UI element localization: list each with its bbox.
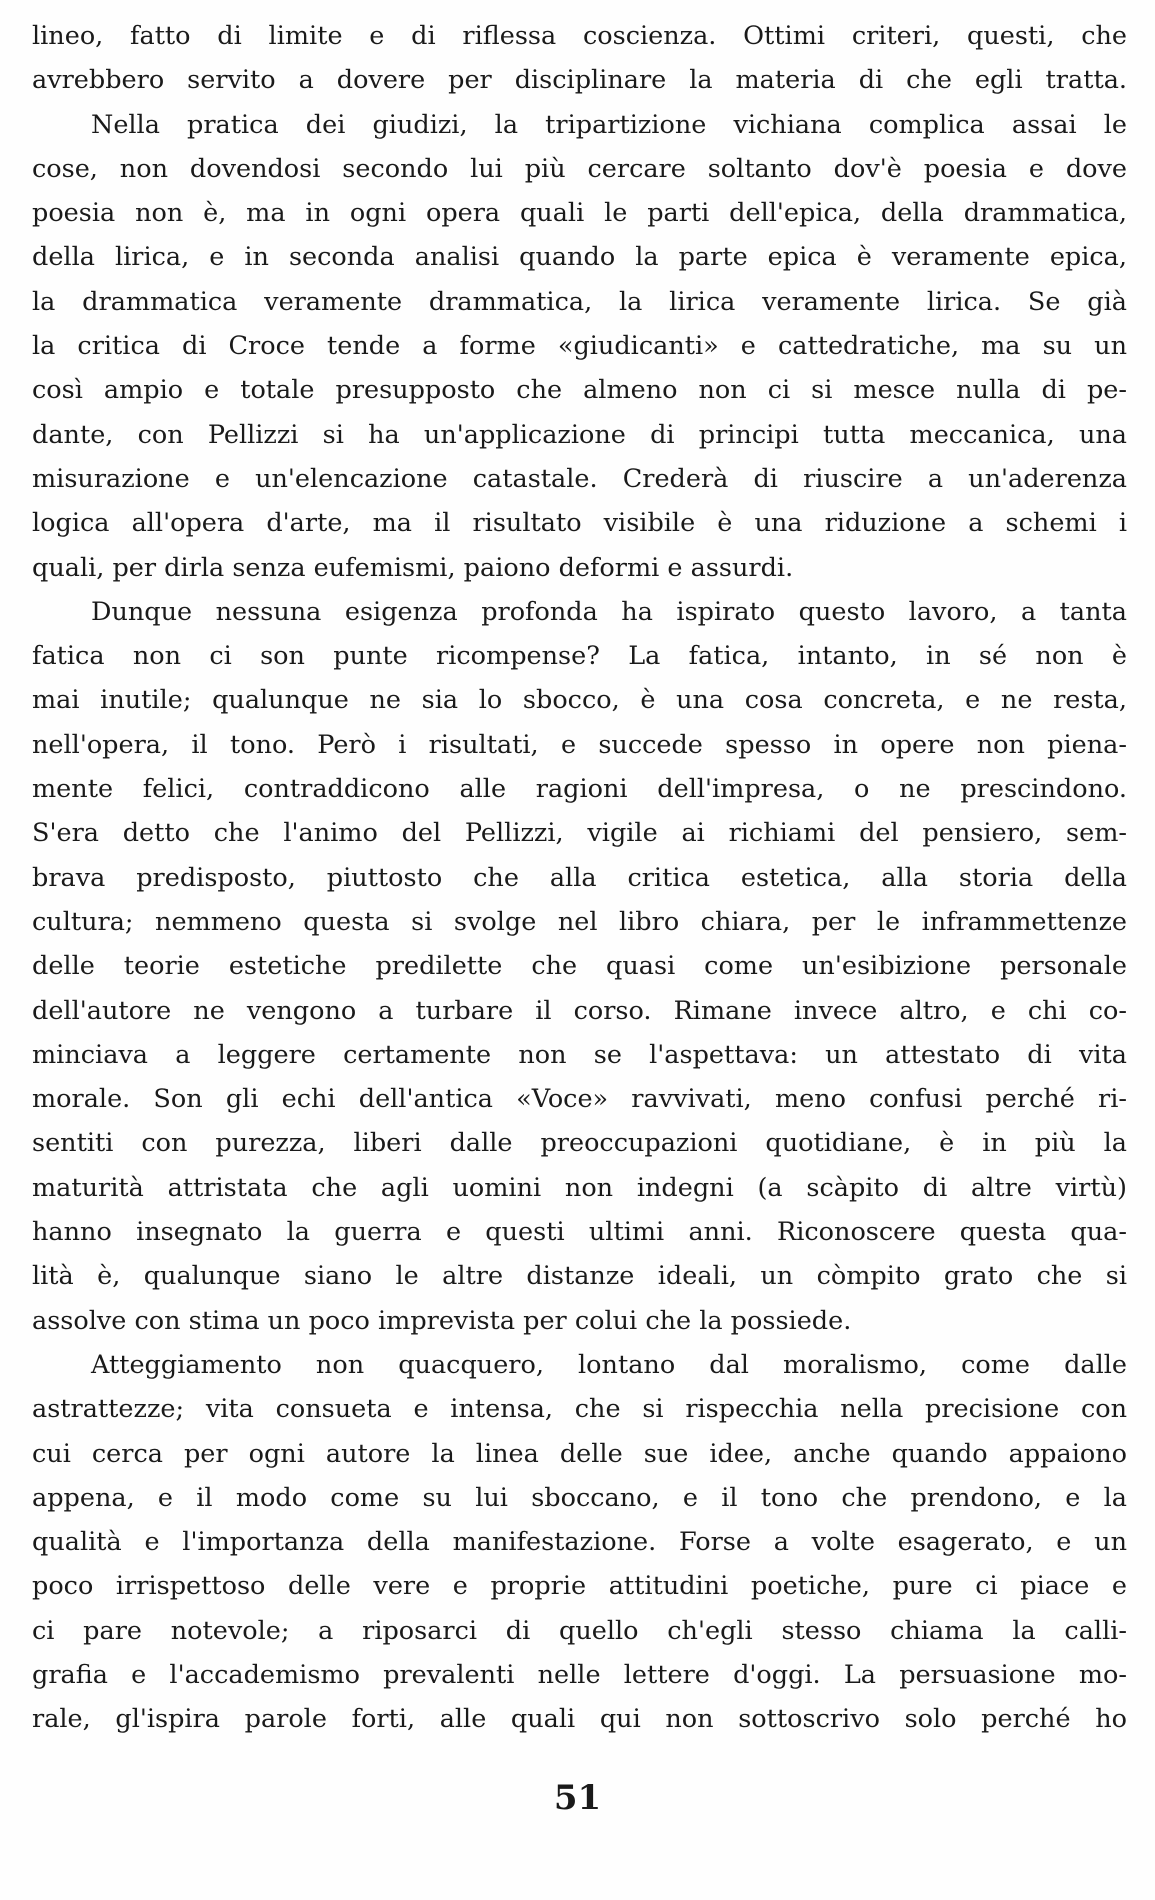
text-line: logica all'opera d'arte, ma il risultato visibile è una riduzione a schemi i	[32, 508, 1127, 539]
text-line: cose, non dovendosi secondo lui più cercare soltanto dov'è poesia e dove	[32, 153, 1127, 184]
text-line: morale. Son gli echi dell'antica «Voce» ravvivati, meno confusi perché ri-	[32, 1084, 1127, 1115]
paragraph-end-line: assolve con stima un poco imprevista per colui che la possiede.	[32, 1305, 852, 1336]
text-line: poco irrispettoso delle vere e proprie attitudini poetiche, pure ci piace e	[32, 1571, 1127, 1602]
text-line: brava predisposto, piuttosto che alla critica estetica, alla storia della	[32, 862, 1127, 893]
paragraph-start-line: Atteggiamento non quacquero, lontano dal moralismo, come dalle	[91, 1349, 1127, 1380]
text-line: ci pare notevole; a riposarci di quello ch'egli stesso chiama la calli-	[32, 1615, 1127, 1646]
text-line: fatica non ci son punte ricompense? La fatica, intanto, in sé non è	[32, 641, 1127, 672]
text-line: lineo, fatto di limite e di riflessa coscienza. Ottimi criteri, questi, che	[32, 21, 1127, 51]
text-line: poesia non è, ma in ogni opera quali le parti dell'epica, della drammatica,	[32, 198, 1127, 229]
text-line: astrattezze; vita consueta e intensa, che si rispecchia nella precisione con	[32, 1394, 1127, 1425]
paragraph-end-line: quali, per dirla senza eufemismi, paiono deformi e assurdi.	[32, 552, 794, 583]
text-line: sentiti con purezza, liberi dalle preoccupazioni quotidiane, è in più la	[32, 1128, 1127, 1159]
text-line: qualità e l'importanza della manifestazione. Forse a volte esagerato, e un	[32, 1527, 1127, 1558]
text-line: grafia e l'accademismo prevalenti nelle lettere d'oggi. La persuasione mo-	[32, 1659, 1127, 1690]
page-number: 51	[553, 1778, 602, 1818]
text-line: avrebbero servito a dovere per disciplinare la materia di che egli tratta.	[32, 65, 1127, 96]
text-line: dell'autore ne vengono a turbare il corso. Rimane invece altro, e chi co-	[32, 995, 1127, 1026]
body-text	[32, 14, 1127, 1742]
text-line: minciava a leggere certamente non se l'aspettava: un attestato di vita	[32, 1039, 1127, 1070]
text-line: lità è, qualunque siano le altre distanze ideali, un còmpito grato che si	[32, 1261, 1127, 1292]
text-line: la drammatica veramente drammatica, la lirica veramente lirica. Se già	[32, 286, 1127, 317]
text-line: così ampio e totale presupposto che almeno non ci si mesce nulla di pe-	[32, 375, 1127, 406]
text-line: S'era detto che l'animo del Pellizzi, vigile ai richiami del pensiero, sem-	[32, 818, 1127, 849]
text-line: mente felici, contraddicono alle ragioni dell'impresa, o ne prescindono.	[32, 774, 1127, 805]
text-line: mai inutile; qualunque ne sia lo sbocco, è una cosa concreta, e ne resta,	[32, 685, 1127, 716]
text-line: hanno insegnato la guerra e questi ultimi anni. Riconoscere questa qua-	[32, 1217, 1127, 1248]
paragraph-start-line: Nella pratica dei giudizi, la tripartizione vichiana complica assai le	[91, 109, 1127, 140]
text-line: cultura; nemmeno questa si svolge nel libro chiara, per le inframmettenze	[32, 906, 1127, 937]
text-line: dante, con Pellizzi si ha un'applicazione di principi tutta meccanica, una	[32, 419, 1127, 450]
text-line: la critica di Croce tende a forme «giudicanti» e cattedratiche, ma su un	[32, 331, 1127, 362]
text-line: rale, gl'ispira parole forti, alle quali qui non sottoscrivo solo perché ho	[32, 1704, 1127, 1735]
paragraph-start-line: Dunque nessuna esigenza profonda ha ispirato questo lavoro, a tanta	[91, 596, 1127, 627]
text-line: appena, e il modo come su lui sboccano, e il tono che prendono, e la	[32, 1482, 1127, 1513]
text-line: delle teorie estetiche predilette che quasi come un'esibizione personale	[32, 951, 1127, 982]
text-line: misurazione e un'elencazione catastale. Crederà di riuscire a un'aderenza	[32, 463, 1127, 494]
text-line: nell'opera, il tono. Però i risultati, e succede spesso in opere non piena-	[32, 729, 1127, 760]
text-line: della lirica, e in seconda analisi quando la parte epica è veramente epica,	[32, 242, 1127, 273]
text-line: cui cerca per ogni autore la linea delle sue idee, anche quando appaiono	[32, 1438, 1127, 1469]
text-line: maturità attristata che agli uomini non indegni (a scàpito di altre virtù)	[32, 1172, 1127, 1203]
